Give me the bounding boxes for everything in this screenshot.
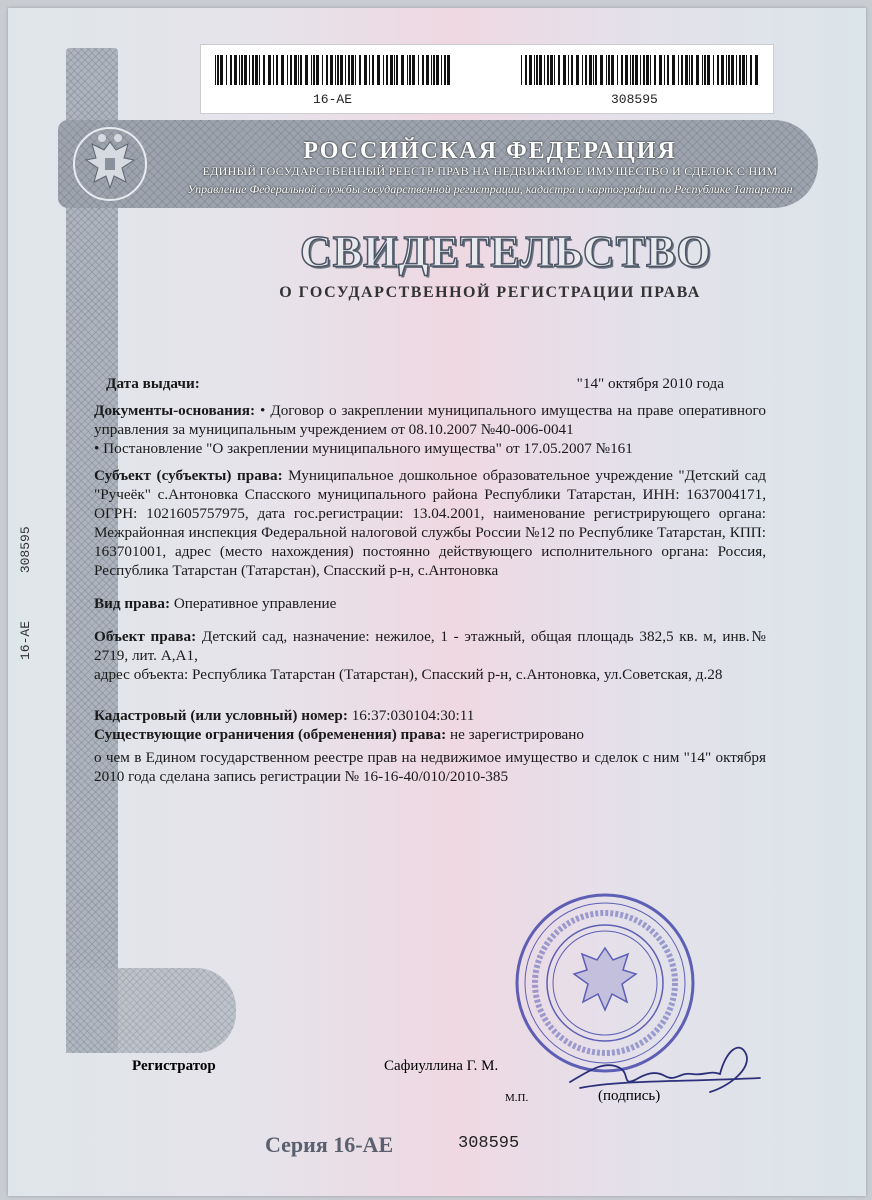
signature-label: (подпись) xyxy=(598,1088,661,1104)
cadastral-section xyxy=(94,706,766,725)
object-value: Детский сад, назначение: нежилое, 1 - этажный, общая площадь 382,5 кв. м, инв.№ 2719, лит. А,А1, xyxy=(94,628,766,664)
office-name: Управление Федеральной службы государственной регистрации, кадастра и картографии по Республике Татарстан xyxy=(187,182,793,196)
registrar-label: Регистратор xyxy=(132,1058,216,1074)
right-type-section xyxy=(94,594,766,613)
certificate-title: СВИДЕТЕЛЬСТВО xyxy=(300,227,712,276)
side-number: 308595 xyxy=(18,526,33,574)
issue-date-label: Дата выдачи: xyxy=(106,375,200,392)
restrictions-label: Существующие ограничения (обременения) права: xyxy=(94,726,447,743)
barcode-left-code: 16-AE xyxy=(313,92,353,107)
certificate-subtitle: О ГОСУДАРСТВЕННОЙ РЕГИСТРАЦИИ ПРАВА xyxy=(279,284,701,301)
object-address: адрес объекта: Республика Татарстан (Татарстан), Спасский р-н, с.Антоновка, ул.Советская, д.28 xyxy=(94,666,723,683)
documents-section xyxy=(94,401,766,439)
document-1: • Договор о закреплении муниципального имущества на праве оперативного управления за муниципальным учреждением от 08.10.2007 №40-006-0041 xyxy=(94,402,766,438)
right-type-value: Оперативное управление xyxy=(173,595,337,612)
registrar-name: Сафиуллина Г. М. xyxy=(384,1058,499,1074)
subject-label: Субъект (субъекты) права: xyxy=(94,467,283,484)
object-label: Объект права: xyxy=(94,628,197,645)
restrictions-value: не зарегистрировано xyxy=(450,726,585,743)
issue-date-value: "14" октября 2010 года xyxy=(576,375,724,392)
issue-date-row xyxy=(94,374,766,393)
barcode-right xyxy=(521,55,761,85)
registry-name: ЕДИНЫЙ ГОСУДАРСТВЕННЫЙ РЕЕСТР ПРАВ НА НЕДВИЖИМОЕ ИМУЩЕСТВО И СДЕЛОК С НИМ xyxy=(202,164,778,178)
registration-record: о чем в Едином государственном реестре прав на недвижимое имущество и сделок с ним "14" октября 2010 года сделана запись регистрации № 16-16-40/010/2010-385 xyxy=(94,749,766,785)
side-serial xyxy=(18,486,33,660)
documents-label: Документы-основания: xyxy=(94,402,256,419)
subject-value: Муниципальное дошкольное образовательное учреждение "Детский сад "Ручеёк" с.Антоновка Спасского муниципального района Республики Татарстан, ИНН: 1637004171, ОГРН: 1021605757975, дата гос.регистрации: 13.04.2001, наименование регистрирующего органа: Межрайонная инспекция Федеральной налоговой службы России №12 по Республике Татарстан, КПП: 163701001, адрес (место нахождения) постоянно действующего исполнительного органа: Россия, Республика Татарстан (Татарстан), Спасский р-н, с.Антоновка xyxy=(94,467,766,579)
certificate-body xyxy=(94,374,766,786)
object-section xyxy=(94,627,766,665)
side-series: 16-АЕ xyxy=(18,620,33,660)
subject-section xyxy=(94,466,766,580)
restrictions-section xyxy=(94,725,766,744)
cadastral-value: 16:37:030104:30:11 xyxy=(351,707,475,724)
footer-serial: 308595 xyxy=(458,1134,520,1153)
right-type-label: Вид права: xyxy=(94,595,171,612)
handwritten-signature xyxy=(560,1030,770,1100)
document-2: • Постановление "О закреплении муниципального имущества" от 17.05.2007 №161 xyxy=(94,440,633,457)
barcode-strip xyxy=(200,44,774,114)
cadastral-label: Кадастровый (или условный) номер: xyxy=(94,707,348,724)
country-name: РОССИЙСКАЯ ФЕДЕРАЦИЯ xyxy=(303,138,677,164)
guilloche-band-bottom xyxy=(66,968,236,1053)
barcode-right-code: 308595 xyxy=(611,92,658,107)
barcode-left xyxy=(215,55,455,85)
seal-place-label: М.П. xyxy=(505,1092,529,1104)
footer-series: Серия 16-АЕ xyxy=(265,1132,394,1157)
double-headed-eagle-icon xyxy=(70,124,150,204)
